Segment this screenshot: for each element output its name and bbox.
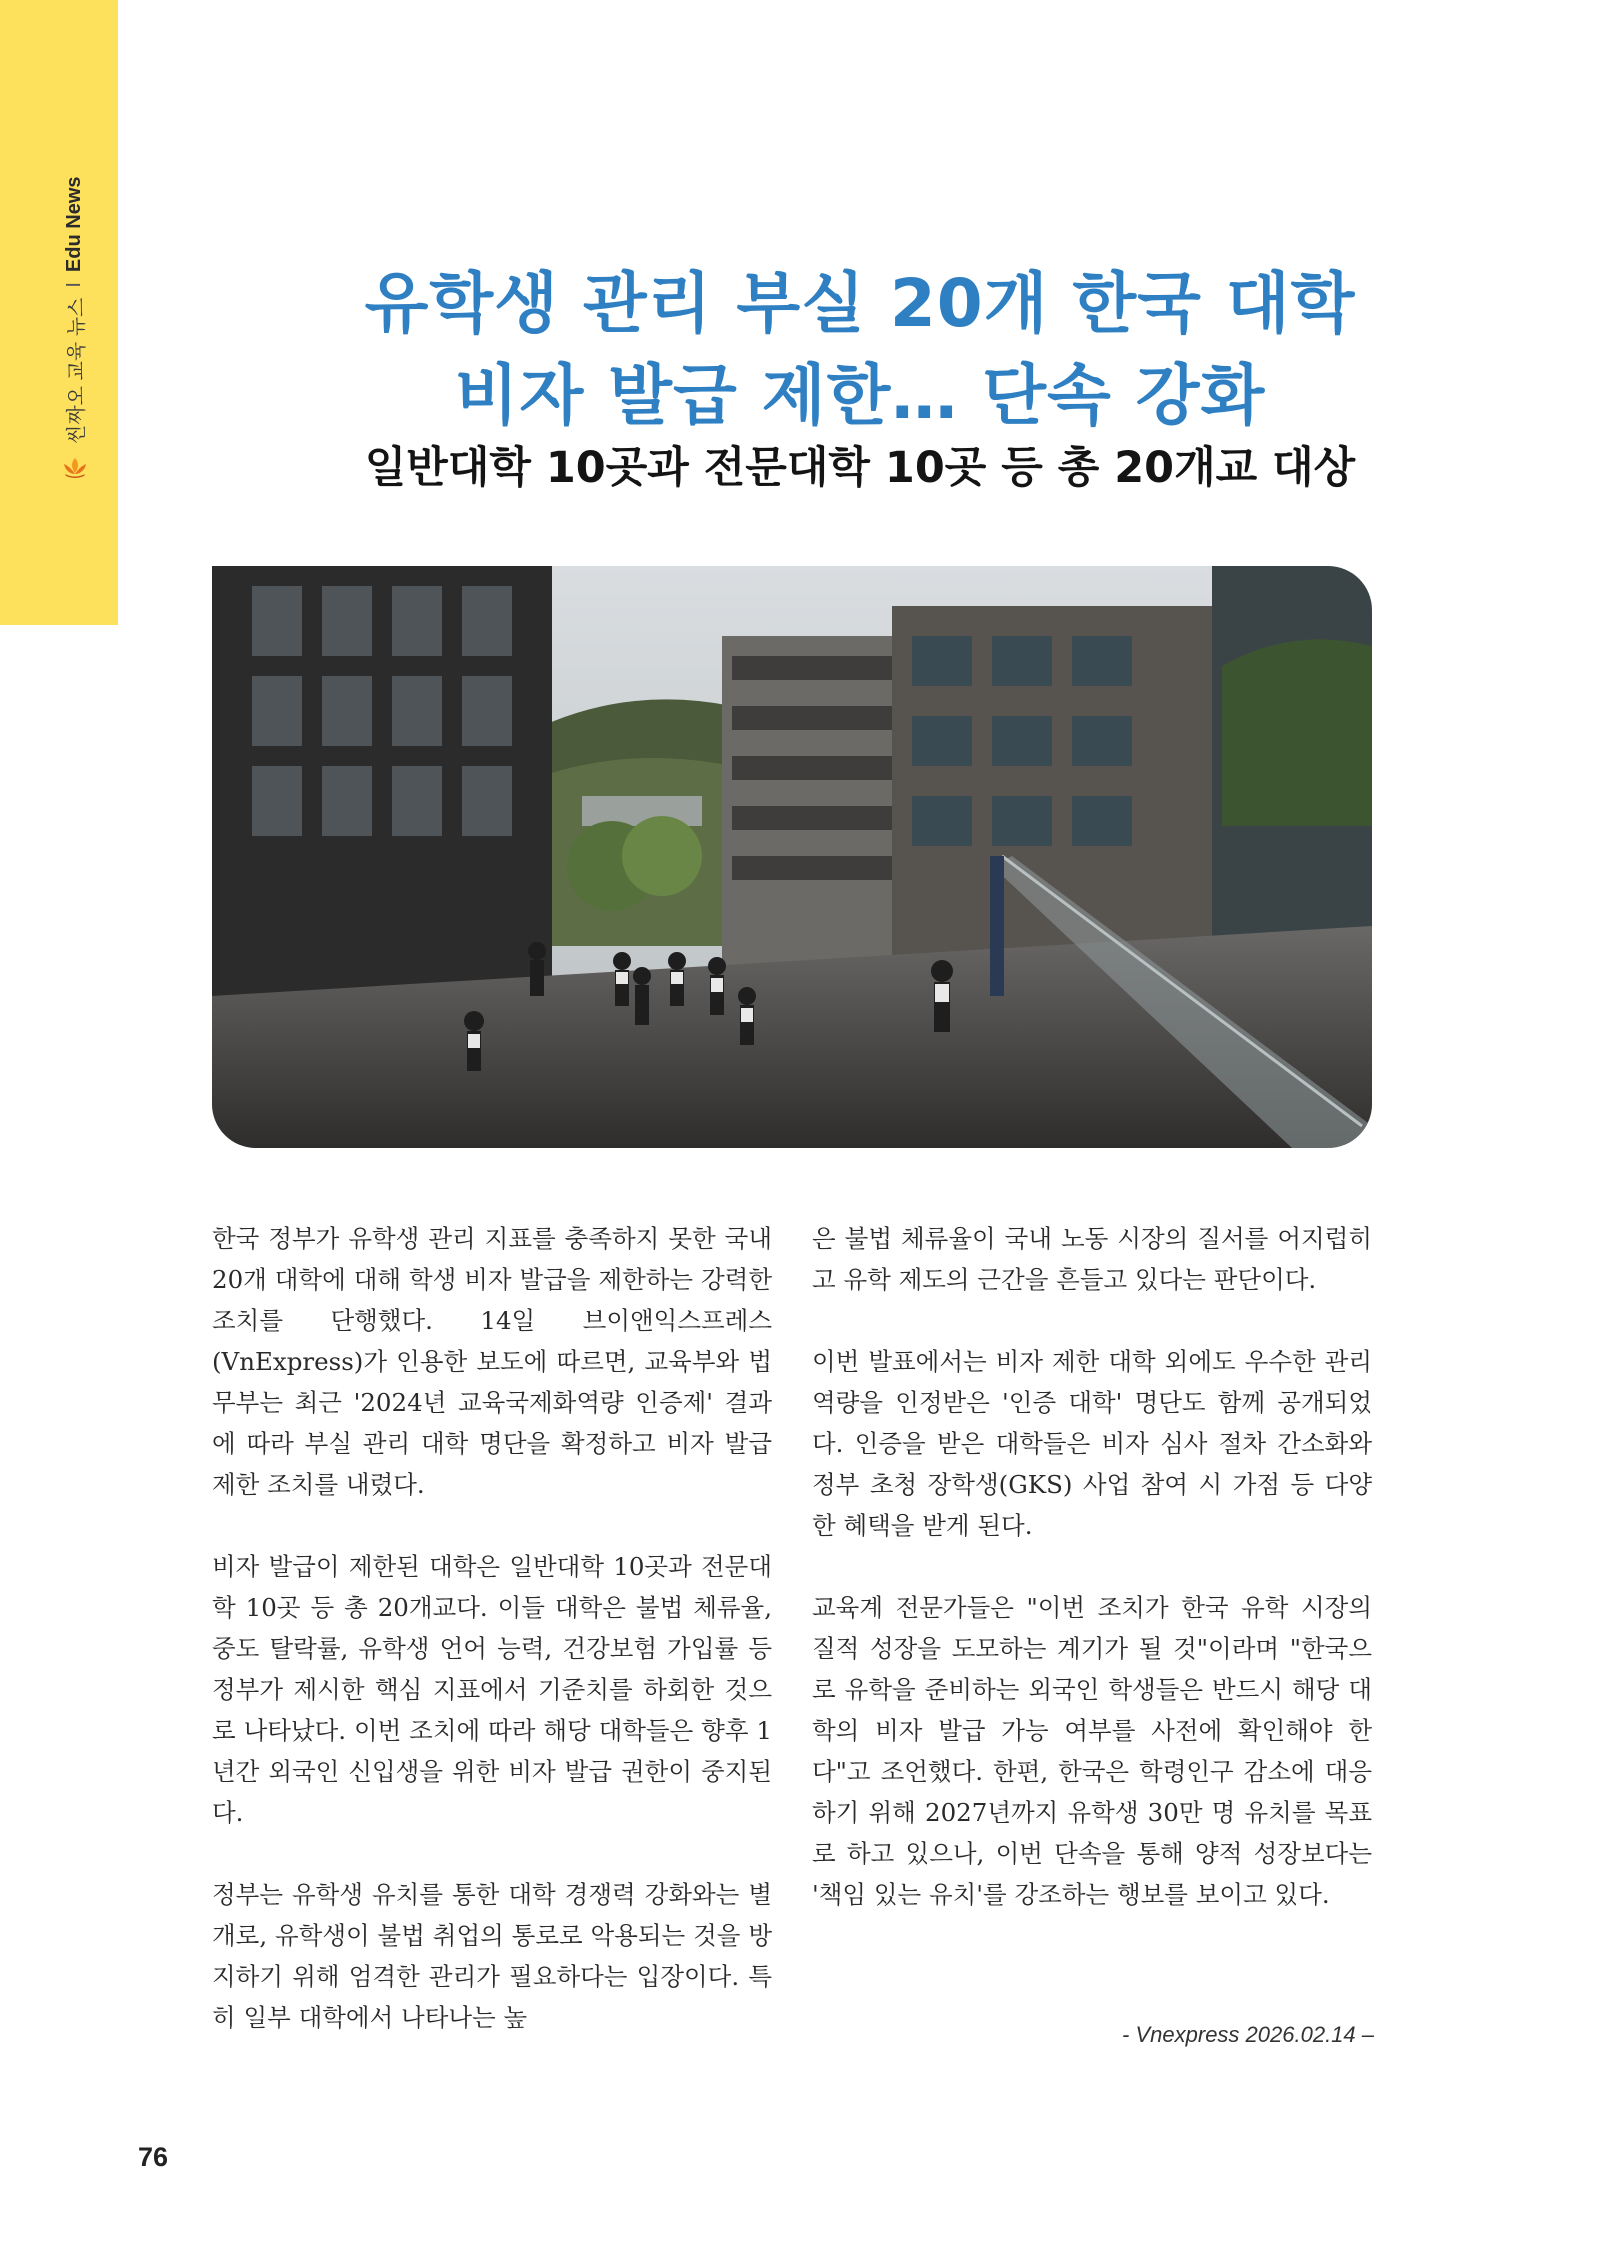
article-source: - Vnexpress 2026.02.14 – (1122, 2022, 1374, 2047)
paragraph: 교육계 전문가들은 "이번 조치가 한국 유학 시장의 질적 성장을 도모하는 계기가 될 것"이라며 "한국으로 유학을 준비하는 외국인 학생들은 반드시 해당 대학의 비자 발급 가능 여부를 사전에 확인해야 한다"고 조언했다. 한편, 한국은 학령인구 감소에 대응하기 위해 2027년까지 유학생 30만 명 유치를 목표로 하고 있으나, 이번 단속을 통해 양적 성장보다는 '책임 있는 유치'를 강조하는 행보를 보이고 있다. (812, 1593, 1372, 1909)
section-tab (0, 0, 118, 625)
article-column-right (812, 1218, 1372, 1956)
page-number: 76 (138, 2142, 169, 2172)
section-name-english: Edu News (63, 176, 85, 273)
campus-photo (212, 566, 1372, 1148)
paragraph: 비자 발급이 제한된 대학은 일반대학 10곳과 전문대학 10곳 등 총 20개교다. 이들 대학은 불법 체류율, 중도 탈락률, 유학생 언어 능력, 건강보험 가입률 등 정부가 제시한 핵심 지표에서 기준치를 하회한 것으로 나타났다. 이번 조치에 따라 해당 대학들은 향후 1년간 외국인 신입생을 위한 비자 발급 권한이 중지된다. (212, 1552, 772, 1827)
article-column-left (212, 1218, 772, 2079)
article-title (140, 258, 1580, 442)
lotus-icon (62, 456, 88, 478)
paragraph: 정부는 유학생 유치를 통한 대학 경쟁력 강화와는 별개로, 유학생이 불법 취업의 통로로 악용되는 것을 방지하기 위해 엄격한 관리가 필요하다는 입장이다. 특히 일부 대학에서 나타나는 높 (212, 1880, 772, 2032)
title-line-2: 비자 발급 제한… 단속 강화 (454, 357, 1266, 434)
article-subtitle: 일반대학 10곳과 전문대학 10곳 등 총 20개교 대상 (364, 443, 1356, 493)
title-line-1: 유학생 관리 부실 20개 한국 대학 (364, 265, 1356, 342)
section-separator: I (63, 282, 85, 288)
section-label (60, 177, 89, 481)
paragraph: 은 불법 체류율이 국내 노동 시장의 질서를 어지럽히고 유학 제도의 근간을 흔들고 있다는 판단이다. (812, 1224, 1372, 1294)
article-photo (212, 566, 1372, 1148)
section-name-korean: 씬짜오 교육 뉴스 (66, 297, 88, 444)
paragraph: 한국 정부가 유학생 관리 지표를 충족하지 못한 국내 20개 대학에 대해 학생 비자 발급을 제한하는 강력한 조치를 단행했다. 14일 브이앤익스프레스(VnExpress)가 인용한 보도에 따르면, 교육부와 법무부는 최근 '2024년 교육국제화역량 인증제' 결과에 따라 부실 관리 대학 명단을 확정하고 비자 발급 제한 조치를 내렸다. (212, 1224, 772, 1499)
paragraph: 이번 발표에서는 비자 제한 대학 외에도 우수한 관리 역량을 인정받은 '인증 대학' 명단도 함께 공개되었다. 인증을 받은 대학들은 비자 심사 절차 간소화와 정부 초청 장학생(GKS) 사업 참여 시 가점 등 다양한 혜택을 받게 된다. (812, 1347, 1372, 1540)
